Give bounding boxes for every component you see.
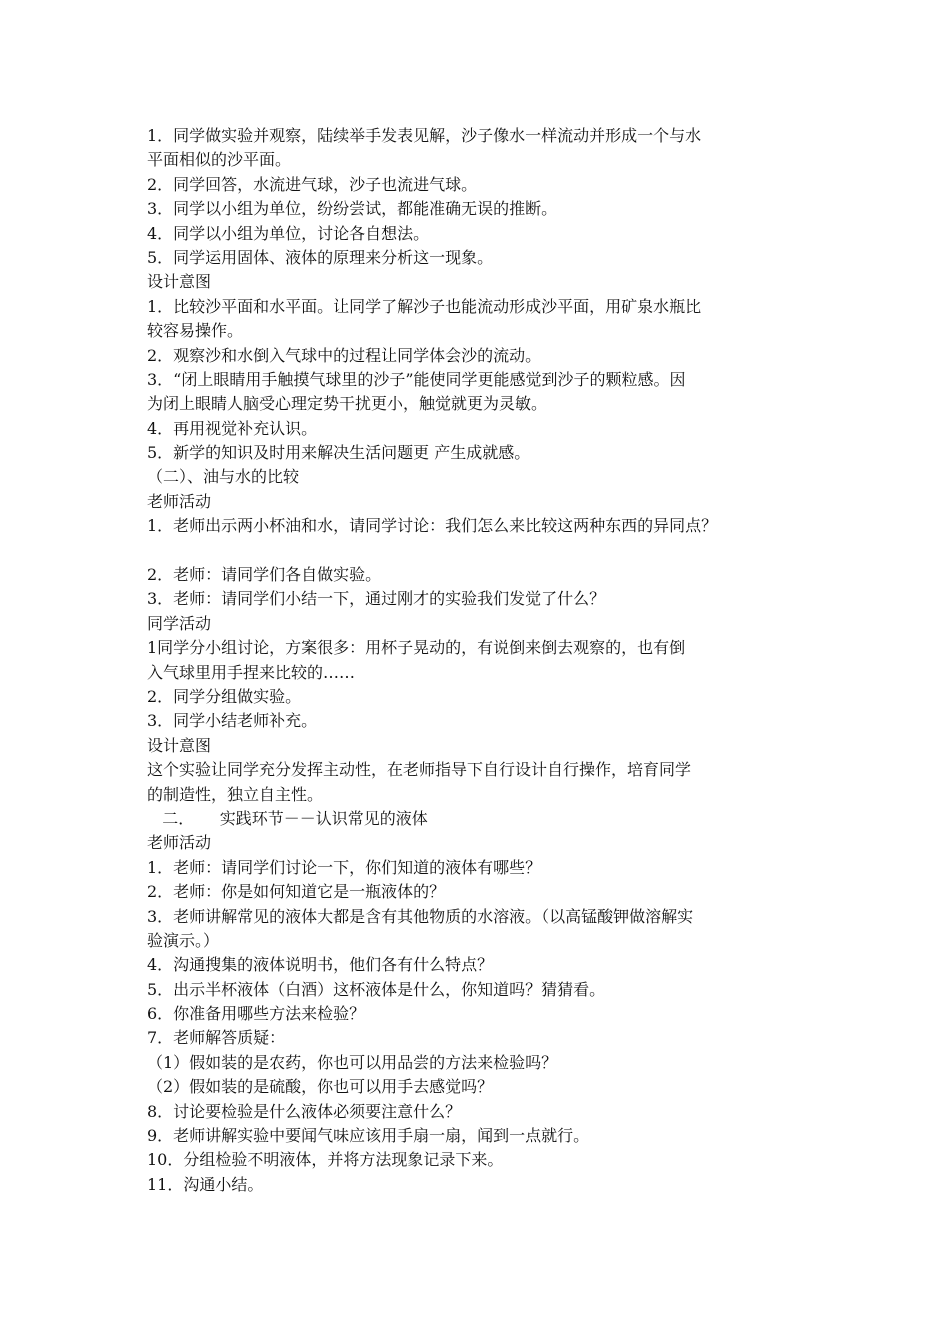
text-line: 2．老师：你是如何知道它是一瓶液体的？ (147, 882, 446, 902)
text-line: 平面相似的沙平面。 (147, 150, 292, 170)
text-line: 2．同学分组做实验。 (147, 686, 302, 706)
text-line: 5．同学运用固体、液体的原理来分析这一现象。 (147, 247, 494, 267)
text-line: 7．老师解答质疑： (147, 1028, 286, 1048)
blank-line (147, 539, 827, 563)
text-line: 3．同学小结老师补充。 (147, 711, 318, 731)
text-line: 2．老师：请同学们各自做实验。 (147, 565, 382, 585)
text-line: （2）假如装的是硫酸，你也可以用手去感觉吗？ (147, 1077, 494, 1097)
text-line: 验演示。） (147, 930, 220, 950)
text-line: 5．出示半杯液体（白酒）这杯液体是什么，你知道吗？猜猜看。 (147, 979, 606, 999)
text-line: 3．“闭上眼睛用手触摸气球里的沙子”能使同学更能感觉到沙子的颗粒感。因 (147, 369, 686, 389)
text-line: 1．比较沙平面和水平面。让同学了解沙子也能流动形成沙平面，用矿泉水瓶比 (147, 296, 702, 316)
text-line: 4．沟通搜集的液体说明书，他们各有什么特点？ (147, 955, 494, 975)
text-line: 1．老师：请同学们讨论一下，你们知道的液体有哪些？ (147, 857, 542, 877)
text-line: 2．同学回答，水流进气球，沙子也流进气球。 (147, 174, 478, 194)
text-line: 3．老师讲解常见的液体大都是含有其他物质的水溶液。（以高锰酸钾做溶解实 (147, 906, 694, 926)
section-heading: 老师活动 (147, 491, 212, 511)
text-line: 1．老师出示两小杯油和水，请同学讨论：我们怎么来比较这两种东西的异同点？ (147, 516, 718, 536)
text-line: 4．再用视觉补充认识。 (147, 418, 318, 438)
section-heading: 设计意图 (147, 272, 212, 292)
text-line: 11．沟通小结。 (147, 1174, 264, 1194)
text-line: 10．分组检验不明液体，并将方法现象记录下来。 (147, 1150, 504, 1170)
text-line: 1．同学做实验并观察，陆续举手发表见解，沙子像水一样流动并形成一个与水 (147, 126, 702, 145)
section-heading: 同学活动 (147, 613, 212, 633)
text-line: （1）假如装的是农药，你也可以用品尝的方法来检验吗？ (147, 1052, 558, 1072)
text-line: 3．老师：请同学们小结一下，通过刚才的实验我们发觉了什么？ (147, 589, 606, 609)
text-line: 9．老师讲解实验中要闻气味应该用手扇一扇，闻到一点就行。 (147, 1126, 590, 1146)
text-line: 这个实验让同学充分发挥主动性，在老师指导下自行设计自行操作，培育同学 (147, 760, 692, 780)
section-heading: 老师活动 (147, 833, 212, 853)
text-line: 8．讨论要检验是什么液体必须要注意什么？ (147, 1101, 462, 1121)
text-line: 的制造性，独立自主性。 (147, 784, 324, 804)
section-heading: 设计意图 (147, 735, 212, 755)
text-line: 2．观察沙和水倒入气球中的过程让同学体会沙的流动。 (147, 345, 542, 365)
text-line: 3．同学以小组为单位，纷纷尝试，都能准确无误的推断。 (147, 199, 558, 219)
text-line: 1同学分小组讨论，方案很多：用杯子晃动的，有说倒来倒去观察的，也有倒 (147, 638, 686, 658)
section-heading: 二． 实践环节－－认识常见的液体 (147, 808, 428, 828)
text-line: 6．你准备用哪些方法来检验？ (147, 1004, 366, 1024)
text-line: 入气球里用手捏来比较的…… (147, 662, 356, 682)
text-line: 较容易操作。 (147, 321, 244, 341)
section-heading: （二）、油与水的比较 (147, 467, 300, 487)
text-line: 4．同学以小组为单位，讨论各自想法。 (147, 223, 430, 243)
document-page (147, 124, 827, 1197)
text-line: 5．新学的知识及时用来解决生活问题更 产生成就感。 (147, 443, 531, 463)
text-line: 为闭上眼睛人脑受心理定势干扰更小，触觉就更为灵敏。 (147, 394, 548, 414)
